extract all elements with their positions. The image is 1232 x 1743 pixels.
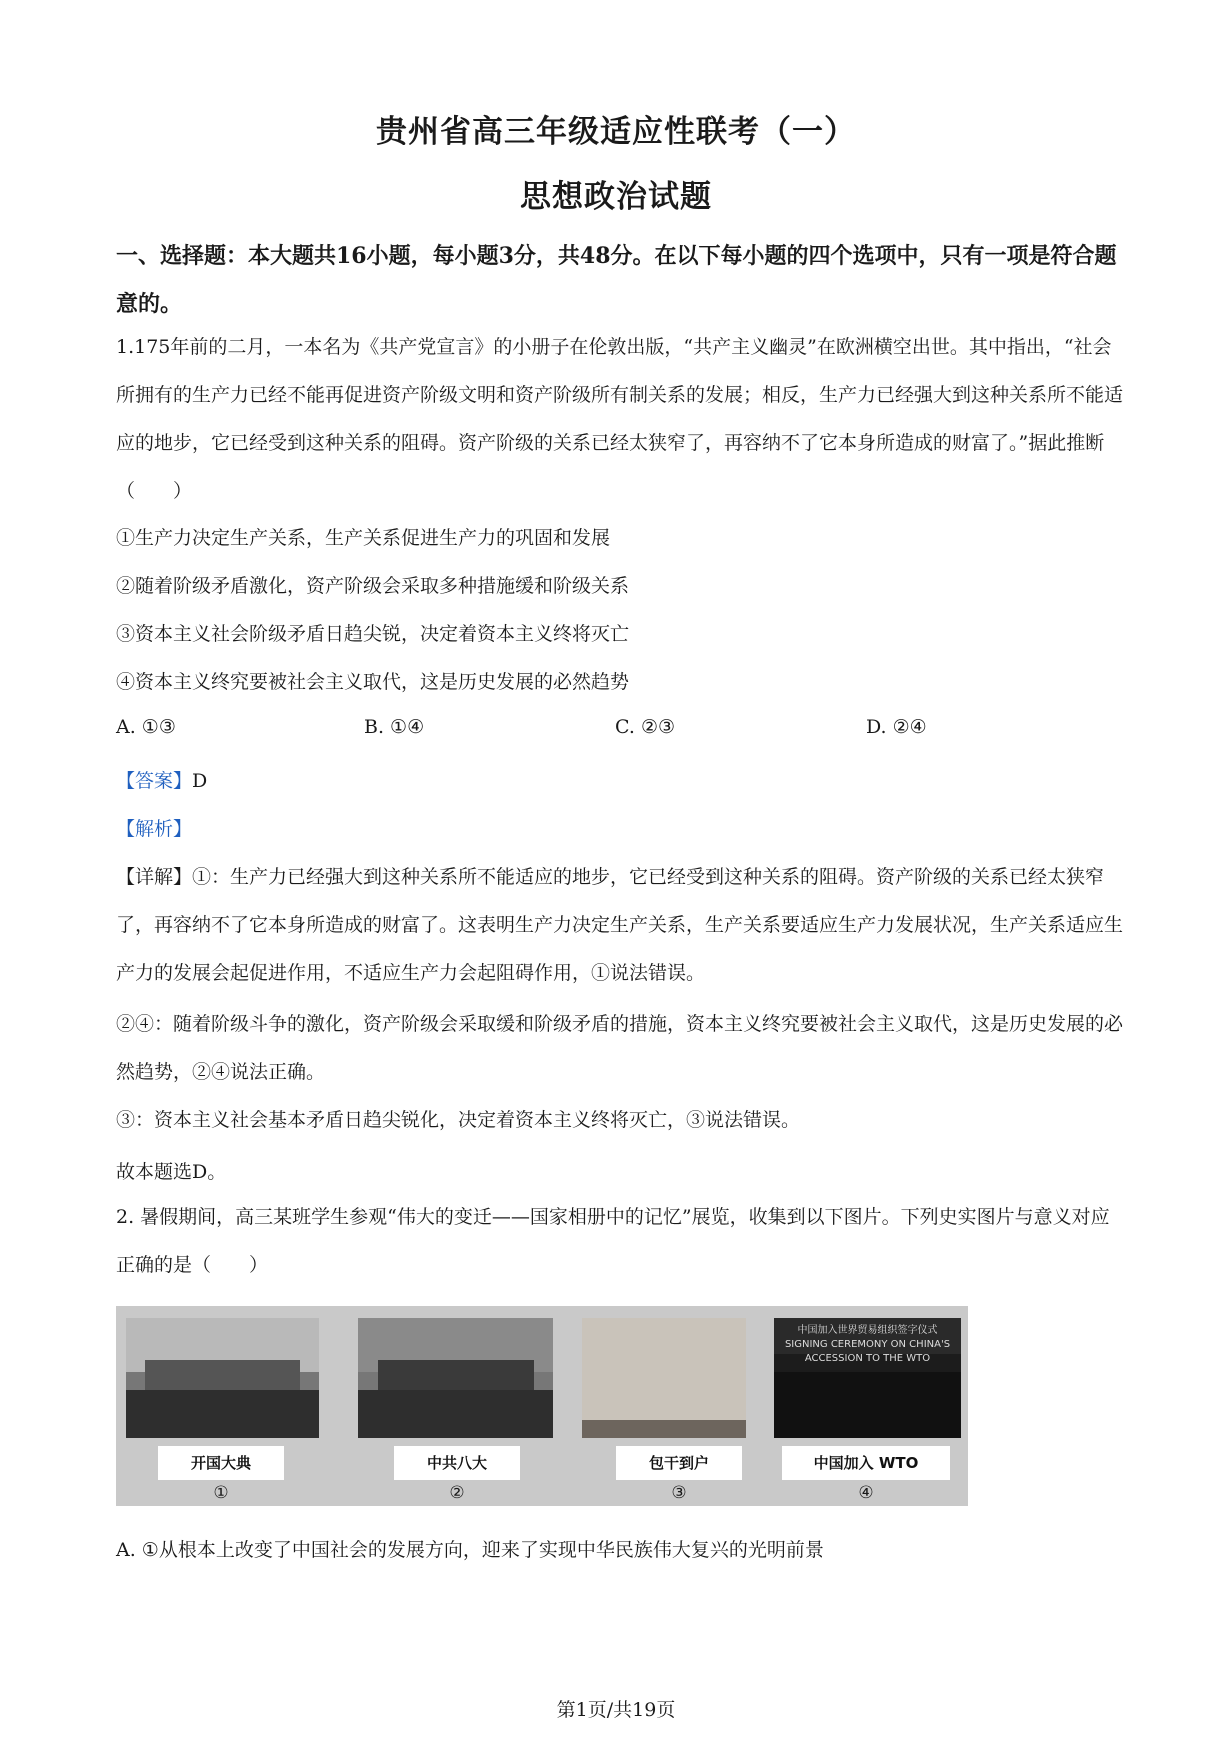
detail-text-1: ①：生产力已经强大到这种关系所不能适应的地步，它已经受到这种关系的阻碍。资产阶级的关系已经太狭窄了，再容纳不了它本身所造成的财富了。这表明生产力决定生产关系，生产关系要适应生产力发展状况，生产关系适应生产力的发展会起促进作用，不适应生产力会起阻碍作用，①说法错误。 xyxy=(116,866,1124,984)
photo-number-2: ② xyxy=(449,1483,465,1503)
option-c: C. ②③ xyxy=(615,716,676,738)
photo-household-contract xyxy=(582,1318,746,1438)
option-b: B. ①④ xyxy=(364,716,425,738)
wto-caption-en: SIGNING CEREMONY ON CHINA'S ACCESSION TO THE WTO xyxy=(784,1339,951,1364)
question-1-stem: 1.175年前的二月，一本名为《共产党宣言》的小册子在伦敦出版，“共产主义幽灵”在欧洲横空出世。其中指出，“社会所拥有的生产力已经不能再促进资产阶级文明和资产阶级所有制关系的发展；相反，生产力已经强大到这种关系所不能适应的地步，它已经受到这种关系的阻碍。资产阶级的关系已经太狭窄了，再容纳不了它本身所造成的财富了。”据此推断（ ） xyxy=(116,336,1124,502)
photo-label-4: 中国加入 WTO xyxy=(782,1446,950,1480)
answer-value: D xyxy=(192,770,208,792)
wto-caption-cn: 中国加入世界贸易组织签字仪式 xyxy=(797,1325,938,1336)
detail-paragraph-1 xyxy=(116,853,1126,997)
photo-founding-ceremony xyxy=(126,1318,319,1438)
answer-line xyxy=(116,766,207,793)
question-2-stem: 2. 暑假期间，高三某班学生参观“伟大的变迁——国家相册中的记忆”展览，收集到以下图片。下列史实图片与意义对应正确的是（ ） xyxy=(116,1206,1110,1276)
option-d: D. ②④ xyxy=(866,716,927,738)
photo-number-1: ① xyxy=(213,1483,229,1503)
section-heading: 一、选择题：本大题共16小题，每小题3分，共48分。在以下每小题的四个选项中，只有一项是符合题意的。 xyxy=(116,243,1117,317)
page-subtitle: 思想政治试题 xyxy=(520,179,712,215)
photo-label-3: 包干到户 xyxy=(616,1446,742,1480)
analysis-tag: 【解析】 xyxy=(116,818,193,840)
detail-paragraph-3: ③：资本主义社会基本矛盾日趋尖锐化，决定着资本主义终将灭亡，③说法错误。 xyxy=(116,1109,801,1131)
statement-4: ④资本主义终究要被社会主义取代，这是历史发展的必然趋势 xyxy=(116,671,630,693)
option-a: A. ①③ xyxy=(116,716,176,738)
answer-tag: 【答案】 xyxy=(116,770,193,792)
photo-wto-accession xyxy=(774,1318,961,1438)
q2-option-a: A. ①从根本上改变了中国社会的发展方向，迎来了实现中华民族伟大复兴的光明前景 xyxy=(116,1539,824,1561)
history-photos-figure xyxy=(116,1306,968,1506)
statement-1: ①生产力决定生产关系，生产关系促进生产力的巩固和发展 xyxy=(116,527,611,549)
wto-caption xyxy=(782,1324,953,1366)
photo-eighth-congress xyxy=(358,1318,553,1438)
detail-paragraph-2: ②④：随着阶级斗争的激化，资产阶级会采取缓和阶级矛盾的措施，资本主义终究要被社会主义取代，这是历史发展的必然趋势，②④说法正确。 xyxy=(116,1013,1124,1083)
photo-number-4: ④ xyxy=(858,1483,874,1503)
conclusion: 故本题选D。 xyxy=(116,1161,227,1183)
photo-label-2: 中共八大 xyxy=(394,1446,520,1480)
statement-3: ③资本主义社会阶级矛盾日趋尖锐，决定着资本主义终将灭亡 xyxy=(116,623,630,645)
photo-number-3: ③ xyxy=(671,1483,687,1503)
page-number: 第1页/共19页 xyxy=(556,1699,676,1721)
statement-2: ②随着阶级矛盾激化，资产阶级会采取多种措施缓和阶级关系 xyxy=(116,575,630,597)
detail-tag: 【详解】 xyxy=(116,866,193,888)
photo-label-1: 开国大典 xyxy=(158,1446,284,1480)
page-title: 贵州省高三年级适应性联考（一） xyxy=(376,114,856,150)
